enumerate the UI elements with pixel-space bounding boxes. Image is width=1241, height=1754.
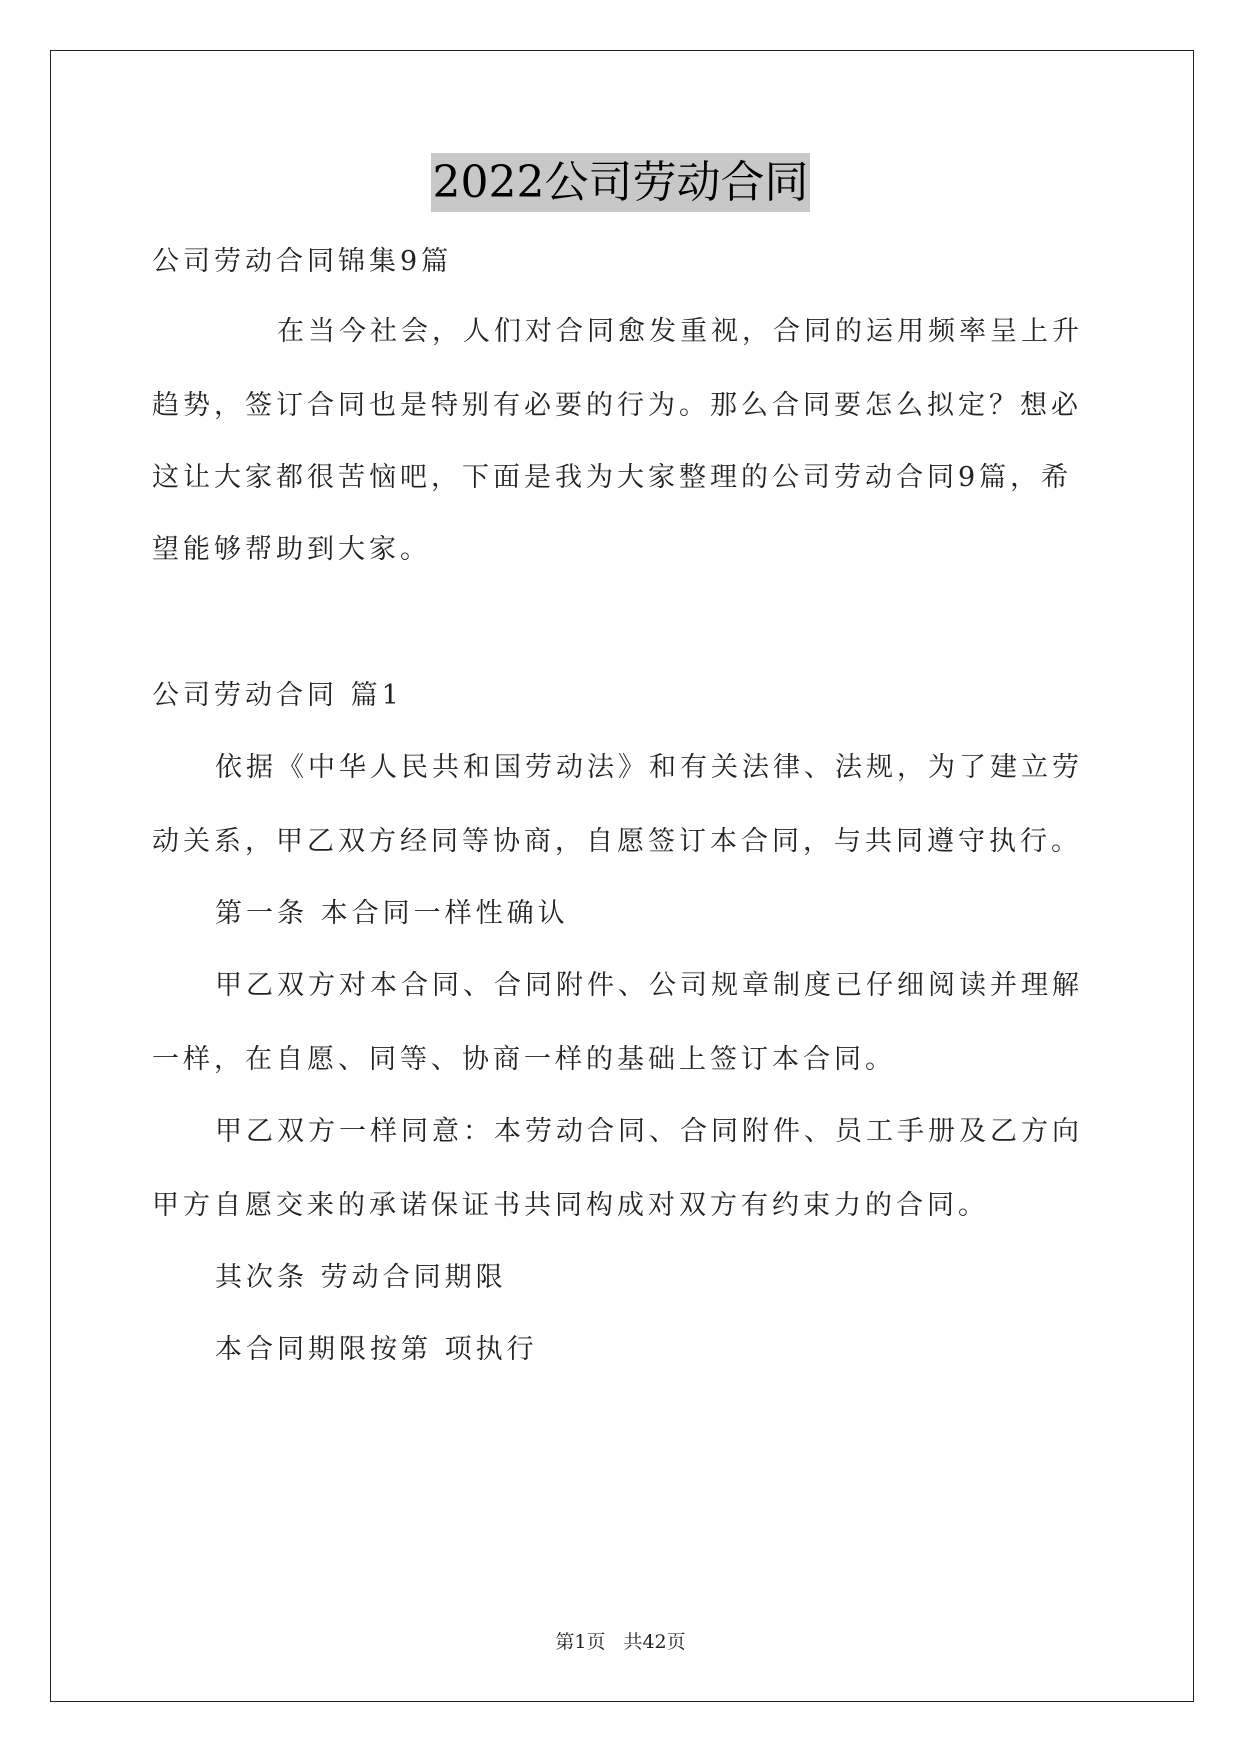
intro-line: 趋势，签订合同也是特别有必要的行为。那么合同要怎么拟定？想必 (152, 390, 1082, 421)
document-title (0, 150, 1241, 216)
section-heading: 公司劳动合同 篇1 (152, 680, 403, 711)
document-title-text: 2022公司劳动合同 (431, 153, 811, 212)
subtitle: 公司劳动合同锦集9篇 (152, 246, 453, 277)
page-total: 共42页 (623, 1631, 686, 1653)
body-line: 本合同期限按第 项执行 (215, 1334, 538, 1365)
intro-line: 在当今社会，人们对合同愈发重视，合同的运用频率呈上升 (277, 316, 1083, 347)
body-line: 甲方自愿交来的承诺保证书共同构成对双方有约束力的合同。 (152, 1190, 989, 1221)
body-line: 动关系，甲乙双方经同等协商，自愿签订本合同，与共同遵守执行。 (152, 826, 1082, 857)
page-footer (0, 1628, 1241, 1656)
page-border (50, 50, 1194, 1702)
article-heading: 其次条 劳动合同期限 (215, 1262, 507, 1293)
intro-line: 这让大家都很苦恼吧，下面是我为大家整理的公司劳动合同9篇，希 (152, 462, 1073, 493)
page-number: 第1页 (555, 1631, 606, 1653)
body-line: 依据《中华人民共和国劳动法》和有关法律、法规，为了建立劳 (215, 752, 1083, 783)
body-line: 一样，在自愿、同等、协商一样的基础上签订本合同。 (152, 1044, 896, 1075)
body-line: 甲乙双方对本合同、合同附件、公司规章制度已仔细阅读并理解 (215, 970, 1083, 1001)
article-heading: 第一条 本合同一样性确认 (215, 898, 569, 929)
body-line: 甲乙双方一样同意：本劳动合同、合同附件、员工手册及乙方向 (215, 1116, 1083, 1147)
intro-line: 望能够帮助到大家。 (152, 534, 431, 565)
